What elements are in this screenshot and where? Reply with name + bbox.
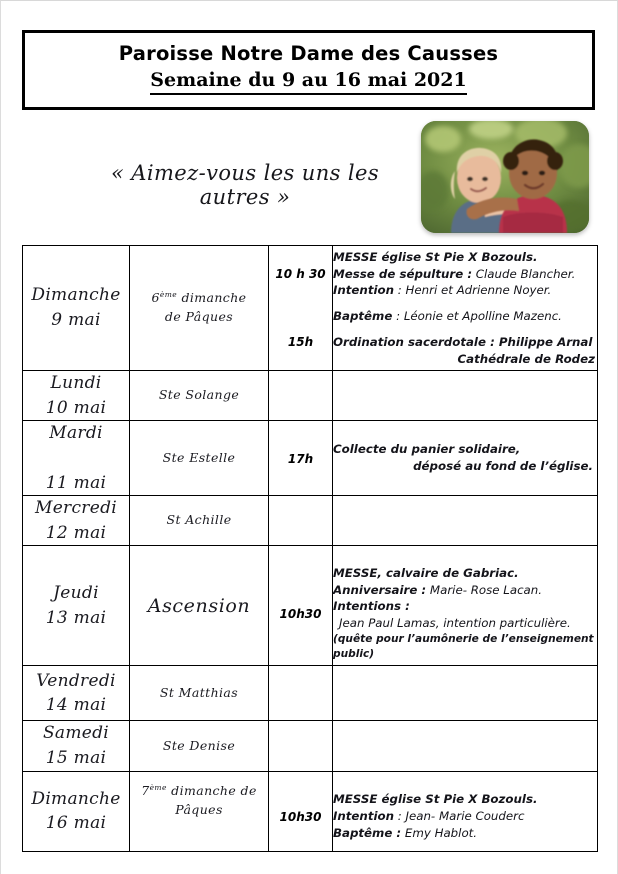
table-row xyxy=(23,421,598,496)
table-row xyxy=(23,546,598,666)
info-cell xyxy=(333,721,598,771)
saint-prefix: 7 xyxy=(141,782,150,798)
info-line: déposé au fond de l’église. xyxy=(413,459,593,474)
time-cell xyxy=(269,246,333,371)
info-cell xyxy=(333,421,598,496)
info-line-location: Cathédrale de Rodez xyxy=(457,351,595,366)
info-cell xyxy=(333,546,598,666)
time-cell xyxy=(269,421,333,496)
saint-prefix: 6 xyxy=(151,290,160,306)
day-cell xyxy=(23,371,130,421)
info-cell xyxy=(333,246,598,371)
saint-cell: Ste Denise xyxy=(130,721,269,771)
saint-cell xyxy=(130,771,269,851)
children-hugging-photo xyxy=(421,121,589,233)
time-cell xyxy=(269,666,333,721)
table-row xyxy=(23,721,598,771)
spacer xyxy=(333,325,597,334)
time-cell xyxy=(269,371,333,421)
info-value: Marie- Rose Lacan. xyxy=(426,582,543,597)
day-name: Jeudi xyxy=(53,583,99,604)
info-value: : Jean- Marie Couderc xyxy=(394,808,525,823)
day-name: Dimanche xyxy=(31,788,121,809)
day-cell xyxy=(23,721,130,771)
info-value: Emy Hablot. xyxy=(401,825,478,840)
quote-text: « Aimez-vous les uns les autres » xyxy=(110,161,379,209)
info-label: MESSE, calvaire de Gabriac. xyxy=(333,565,519,580)
info-line xyxy=(333,282,597,299)
day-date: 14 mai xyxy=(45,695,107,716)
day-date: 10 mai xyxy=(45,397,107,418)
day-name: Mercredi xyxy=(34,498,118,519)
info-line xyxy=(333,808,597,825)
time-cell xyxy=(269,496,333,546)
saint-cell: St Matthias xyxy=(130,666,269,721)
info-line xyxy=(333,308,597,325)
day-cell xyxy=(23,546,130,666)
info-line-note: (quête pour l’aumônerie de l’enseignement public) xyxy=(333,632,594,660)
info-cell xyxy=(333,666,598,721)
info-label: Baptême xyxy=(333,309,393,323)
table-row xyxy=(23,771,598,851)
info-label: MESSE église St Pie X Bozouls. xyxy=(333,249,538,264)
info-line xyxy=(333,565,597,582)
info-label: Messe de sépulture : xyxy=(333,266,473,281)
saint-line2: Pâques xyxy=(175,801,223,817)
day-date: 11 mai xyxy=(45,472,107,493)
info-label: Intention xyxy=(333,808,395,823)
time-cell xyxy=(269,546,333,666)
saint-rest: dimanche xyxy=(177,290,247,306)
saint-cell: Ste Estelle xyxy=(130,421,269,496)
day-name: Lundi xyxy=(50,373,102,393)
saint-line2: de Pâques xyxy=(164,309,234,325)
spacer xyxy=(333,299,597,308)
time-primary: 10 h 30 xyxy=(275,267,326,281)
info-value: : Léonie et Apolline Mazenc. xyxy=(392,309,562,323)
info-cell xyxy=(333,371,598,421)
day-date: 9 mai xyxy=(51,310,101,330)
table-row xyxy=(23,666,598,721)
info-label: Anniversaire : xyxy=(333,582,427,597)
info-cell xyxy=(333,496,598,546)
day-name: Vendredi xyxy=(36,670,116,691)
info-label: Baptême : xyxy=(333,825,402,840)
day-date: 16 mai xyxy=(45,813,107,834)
table-row xyxy=(23,246,598,371)
day-name: Samedi xyxy=(42,723,110,744)
page-subtitle-wrap xyxy=(25,70,592,95)
info-line xyxy=(333,582,597,599)
table-row xyxy=(23,496,598,546)
info-line xyxy=(333,441,597,458)
info-line xyxy=(333,334,597,351)
saint-cell: Ste Solange xyxy=(130,371,269,421)
info-value: : Henri et Adrienne Noyer. xyxy=(394,283,552,298)
info-label: Collecte du panier solidaire, xyxy=(333,442,521,457)
table-row xyxy=(23,371,598,421)
info-line xyxy=(333,791,597,808)
time-secondary: 15h xyxy=(287,335,314,349)
day-name: Dimanche xyxy=(31,285,121,306)
saint-sup: ème xyxy=(159,290,178,300)
info-value: Claude Blancher. xyxy=(472,266,576,281)
schedule-table xyxy=(22,245,598,852)
time-primary: 10h30 xyxy=(279,606,322,621)
info-line xyxy=(333,266,597,283)
time-cell xyxy=(269,721,333,771)
saint-sup: ème xyxy=(149,782,167,792)
info-cell xyxy=(333,771,598,851)
saint-cell: Ascension xyxy=(130,546,269,666)
day-cell xyxy=(23,771,130,851)
page-title: Paroisse Notre Dame des Causses xyxy=(118,42,499,65)
day-date: 15 mai xyxy=(45,748,107,769)
photo-illustration xyxy=(421,121,589,233)
header-box xyxy=(22,30,595,110)
page-subtitle: Semaine du 9 au 16 mai 2021 xyxy=(150,70,466,95)
info-line: Jean Paul Lamas, intention particulière. xyxy=(339,616,571,631)
time-cell xyxy=(269,771,333,851)
saint-cell xyxy=(130,246,269,371)
day-cell xyxy=(23,496,130,546)
day-cell xyxy=(23,666,130,721)
info-label: Intention xyxy=(333,283,395,298)
saint-rest: dimanche de xyxy=(166,782,257,798)
day-name: Mardi xyxy=(49,423,103,444)
day-date: 12 mai xyxy=(45,522,107,543)
day-date: 13 mai xyxy=(45,607,107,628)
time-primary: 17h xyxy=(287,452,314,467)
info-line xyxy=(333,825,597,842)
saint-cell: St Achille xyxy=(130,496,269,546)
day-cell xyxy=(23,246,130,371)
day-cell xyxy=(23,421,130,496)
info-label: MESSE église St Pie X Bozouls. xyxy=(333,792,538,807)
time-primary: 10h30 xyxy=(279,809,322,824)
info-line xyxy=(333,598,597,615)
info-label: Intentions : xyxy=(333,599,410,614)
info-label: Ordination sacerdotale : Philippe Arnal xyxy=(333,334,593,349)
info-line xyxy=(333,249,597,266)
